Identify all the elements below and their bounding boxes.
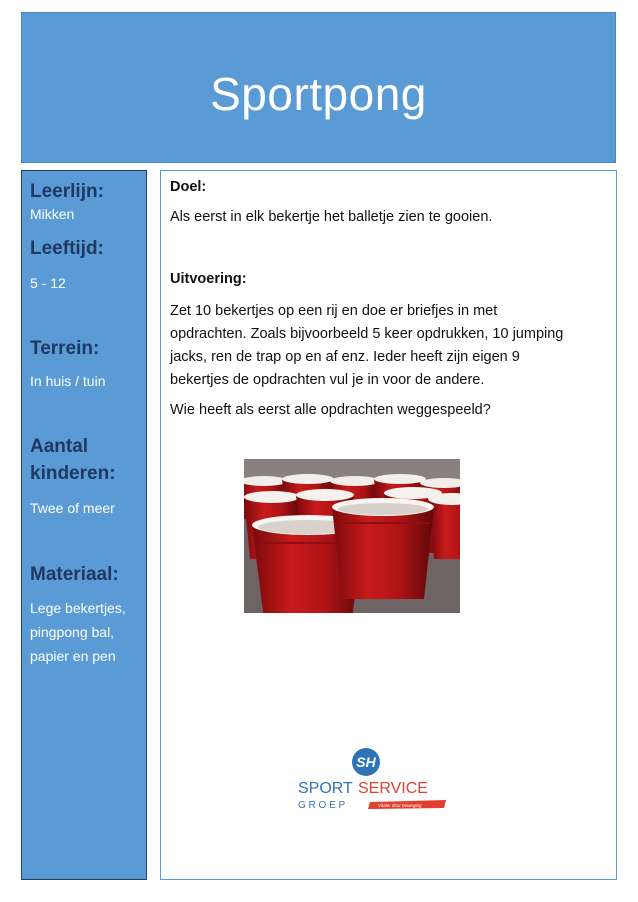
terrein-label: Terrein:: [30, 338, 100, 359]
materiaal-line: pingpong bal,: [30, 624, 115, 640]
leeftijd-value: 5 - 12: [30, 275, 66, 291]
uitvoering-line: bekertjes de opdrachten vul je in voor de andere.: [170, 372, 485, 388]
uitvoering-line: Zet 10 bekertjes op een rij en doe er briefjes in met: [170, 303, 498, 319]
page-title: Sportpong: [210, 68, 427, 120]
logo-tagline: Vitaler door beweging: [378, 803, 422, 808]
terrein-value: In huis / tuin: [30, 373, 106, 389]
doel-label: Doel:: [170, 179, 207, 195]
materiaal-line: Lege bekertjes,: [30, 600, 126, 616]
leeftijd-label: Leeftijd:: [30, 238, 104, 259]
leerlijn-label: Leerlijn:: [30, 181, 104, 202]
aantal-value: Twee of meer: [30, 500, 115, 516]
question-text: Wie heeft als eerst alle opdrachten weggespeeld?: [170, 402, 491, 418]
materiaal-label: Materiaal:: [30, 564, 119, 585]
red-cups-photo: [244, 459, 460, 613]
materiaal-line: papier en pen: [30, 648, 116, 664]
uitvoering-label: Uitvoering:: [170, 271, 247, 287]
sidebar: [21, 170, 147, 880]
sportservice-logo: [294, 746, 454, 816]
header-banner: [21, 12, 616, 163]
uitvoering-line: jacks, ren de trap op en af enz. Ieder heeft zijn eigen 9: [170, 349, 520, 365]
logo-brand-service: SERVICE: [358, 780, 428, 797]
leerlijn-value: Mikken: [30, 206, 75, 222]
logo-brand-sport: SPORT: [298, 780, 353, 797]
aantal-label-line2: kinderen:: [30, 463, 116, 484]
doel-text: Als eerst in elk bekertje het balletje zien te gooien.: [170, 209, 493, 225]
aantal-label-line1: Aantal: [30, 436, 89, 457]
logo-group: G R O E P: [298, 800, 346, 811]
content-panel: [160, 170, 617, 880]
logo-monogram: SH: [356, 754, 376, 770]
uitvoering-line: opdrachten. Zoals bijvoorbeeld 5 keer opdrukken, 10 jumping: [170, 326, 564, 342]
